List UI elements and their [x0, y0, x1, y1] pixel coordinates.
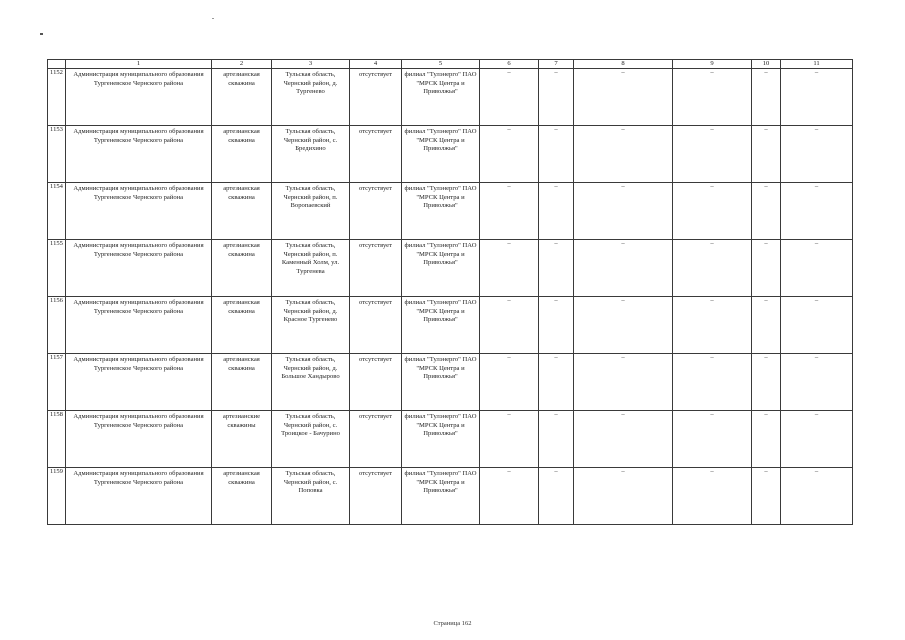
cell-owner — [66, 354, 212, 411]
cell-c10: – — [752, 126, 781, 183]
cell-address-text: Тульская область, Чернский район, д. Тургенево — [283, 71, 338, 96]
cell-org-text: филиал "Тулэнерго" ПАО "МРСК Центра и Приволжья" — [404, 470, 477, 495]
cell-type-text: артезианская скважина — [223, 299, 260, 315]
cell-type — [212, 240, 272, 297]
cell-owner-text: Администрация муниципального образования Тургеневское Чернского района — [73, 470, 204, 486]
cell-c11: – — [781, 240, 853, 297]
row-number: 1158 — [48, 411, 66, 468]
cell-c8: – — [574, 240, 673, 297]
cell-status-text: отсутствует — [359, 413, 392, 420]
table-row — [48, 69, 853, 126]
cell-type — [212, 297, 272, 354]
cell-address-text: Тульская область, Чернский район, п. Каменный Холм, ул. Тургенева — [281, 242, 340, 275]
row-number: 1157 — [48, 354, 66, 411]
cell-type — [212, 468, 272, 525]
scan-speck — [40, 33, 43, 35]
header-cell-9: 9 — [673, 60, 752, 69]
header-cell-1: 1 — [66, 60, 212, 69]
cell-status-text: отсутствует — [359, 71, 392, 78]
cell-c6: – — [480, 69, 539, 126]
cell-c9: – — [673, 411, 752, 468]
cell-c11: – — [781, 411, 853, 468]
cell-org-text: филиал "Тулэнерго" ПАО "МРСК Центра и Приволжья" — [404, 413, 477, 438]
cell-address — [272, 354, 350, 411]
cell-address — [272, 69, 350, 126]
cell-c9: – — [673, 69, 752, 126]
cell-address — [272, 126, 350, 183]
cell-org-text: филиал "Тулэнерго" ПАО "МРСК Центра и Приволжья" — [404, 299, 477, 324]
cell-status-text: отсутствует — [359, 242, 392, 249]
cell-owner-text: Администрация муниципального образования Тургеневское Чернского района — [73, 413, 204, 429]
cell-status — [350, 240, 402, 297]
cell-c8: – — [574, 297, 673, 354]
table-row — [48, 354, 853, 411]
cell-c7: – — [539, 126, 574, 183]
cell-address — [272, 297, 350, 354]
scan-speck — [212, 18, 214, 19]
header-cell-row-number — [48, 60, 66, 69]
cell-owner — [66, 240, 212, 297]
cell-c10: – — [752, 240, 781, 297]
cell-c11: – — [781, 126, 853, 183]
table-row — [48, 126, 853, 183]
cell-org — [402, 183, 480, 240]
row-number: 1152 — [48, 69, 66, 126]
cell-type — [212, 183, 272, 240]
row-number: 1155 — [48, 240, 66, 297]
row-number: 1154 — [48, 183, 66, 240]
cell-address-text: Тульская область, Чернский район, с. Поповка — [283, 470, 338, 495]
cell-c10: – — [752, 411, 781, 468]
cell-c6: – — [480, 183, 539, 240]
cell-address-text: Тульская область, Чернский район, д. Красное Тургенево — [283, 299, 338, 324]
cell-c8: – — [574, 411, 673, 468]
cell-c9: – — [673, 354, 752, 411]
cell-c6: – — [480, 297, 539, 354]
cell-c7: – — [539, 183, 574, 240]
cell-c10: – — [752, 69, 781, 126]
cell-c6: – — [480, 240, 539, 297]
table-row — [48, 411, 853, 468]
cell-c11: – — [781, 69, 853, 126]
cell-c11: – — [781, 297, 853, 354]
cell-owner — [66, 126, 212, 183]
header-cell-7: 7 — [539, 60, 574, 69]
cell-status — [350, 183, 402, 240]
header-cell-5: 5 — [402, 60, 480, 69]
cell-owner — [66, 69, 212, 126]
cell-address-text: Тульская область, Чернский район, д. Большое Хандырово — [281, 356, 340, 381]
cell-org — [402, 354, 480, 411]
cell-org-text: филиал "Тулэнерго" ПАО "МРСК Центра и Приволжья" — [404, 356, 477, 381]
table-body — [48, 69, 853, 525]
column-number-row — [48, 60, 853, 69]
cell-c9: – — [673, 183, 752, 240]
cell-c8: – — [574, 468, 673, 525]
cell-status — [350, 297, 402, 354]
header-cell-2: 2 — [212, 60, 272, 69]
cell-status — [350, 126, 402, 183]
page-number: Страница 162 — [433, 620, 472, 627]
cell-c6: – — [480, 411, 539, 468]
cell-owner — [66, 468, 212, 525]
cell-status — [350, 468, 402, 525]
cell-type-text: артезианская скважина — [223, 470, 260, 486]
table-row — [48, 183, 853, 240]
cell-c10: – — [752, 297, 781, 354]
header-cell-10: 10 — [752, 60, 781, 69]
cell-c9: – — [673, 240, 752, 297]
cell-c7: – — [539, 297, 574, 354]
cell-type-text: артезианская скважина — [223, 71, 260, 87]
cell-org — [402, 297, 480, 354]
cell-org — [402, 240, 480, 297]
registry-table — [47, 59, 853, 525]
cell-c11: – — [781, 183, 853, 240]
cell-owner — [66, 411, 212, 468]
cell-address-text: Тульская область, Чернский район, с. Троицкое - Бачурино — [281, 413, 340, 438]
cell-status — [350, 411, 402, 468]
cell-c9: – — [673, 468, 752, 525]
cell-type — [212, 69, 272, 126]
cell-c8: – — [574, 69, 673, 126]
cell-address-text: Тульская область, Чернский район, п. Воропаевский — [283, 185, 338, 210]
cell-status-text: отсутствует — [359, 470, 392, 477]
cell-status-text: отсутствует — [359, 356, 392, 363]
header-cell-8: 8 — [574, 60, 673, 69]
cell-c10: – — [752, 183, 781, 240]
cell-address-text: Тульская область, Чернский район, с. Бредихино — [283, 128, 338, 153]
row-number: 1153 — [48, 126, 66, 183]
cell-type — [212, 354, 272, 411]
cell-c6: – — [480, 126, 539, 183]
cell-c10: – — [752, 468, 781, 525]
cell-c8: – — [574, 183, 673, 240]
cell-type-text: артезианские скважины — [222, 413, 261, 429]
cell-type-text: артезианская скважина — [223, 128, 260, 144]
cell-owner-text: Администрация муниципального образования Тургеневское Чернского района — [73, 356, 204, 372]
cell-status — [350, 354, 402, 411]
table-row — [48, 297, 853, 354]
cell-org-text: филиал "Тулэнерго" ПАО "МРСК Центра и Приволжья" — [404, 128, 477, 153]
cell-org-text: филиал "Тулэнерго" ПАО "МРСК Центра и Приволжья" — [404, 242, 477, 267]
cell-c7: – — [539, 240, 574, 297]
cell-c9: – — [673, 126, 752, 183]
cell-owner-text: Администрация муниципального образования Тургеневское Чернского района — [73, 71, 204, 87]
cell-c6: – — [480, 468, 539, 525]
cell-c9: – — [673, 297, 752, 354]
cell-status-text: отсутствует — [359, 299, 392, 306]
cell-owner-text: Администрация муниципального образования Тургеневское Чернского района — [73, 242, 204, 258]
header-cell-11: 11 — [781, 60, 853, 69]
cell-address — [272, 468, 350, 525]
cell-org — [402, 69, 480, 126]
table-row — [48, 240, 853, 297]
cell-org-text: филиал "Тулэнерго" ПАО "МРСК Центра и Приволжья" — [404, 185, 477, 210]
cell-c7: – — [539, 354, 574, 411]
cell-type-text: артезианская скважина — [223, 242, 260, 258]
cell-type — [212, 411, 272, 468]
cell-address — [272, 240, 350, 297]
cell-owner-text: Администрация муниципального образования Тургеневское Чернского района — [73, 185, 204, 201]
header-cell-3: 3 — [272, 60, 350, 69]
cell-c8: – — [574, 126, 673, 183]
cell-org-text: филиал "Тулэнерго" ПАО "МРСК Центра и Приволжья" — [404, 71, 477, 96]
cell-status-text: отсутствует — [359, 185, 392, 192]
cell-owner-text: Администрация муниципального образования Тургеневское Чернского района — [73, 299, 204, 315]
row-number: 1159 — [48, 468, 66, 525]
cell-c7: – — [539, 468, 574, 525]
table-row — [48, 468, 853, 525]
cell-c7: – — [539, 411, 574, 468]
cell-c11: – — [781, 354, 853, 411]
cell-status — [350, 69, 402, 126]
cell-status-text: отсутствует — [359, 128, 392, 135]
cell-c10: – — [752, 354, 781, 411]
cell-c11: – — [781, 468, 853, 525]
header-cell-4: 4 — [350, 60, 402, 69]
cell-owner — [66, 297, 212, 354]
cell-type-text: артезианская скважина — [223, 356, 260, 372]
cell-type — [212, 126, 272, 183]
cell-org — [402, 468, 480, 525]
cell-c8: – — [574, 354, 673, 411]
cell-type-text: артезианская скважина — [223, 185, 260, 201]
cell-owner — [66, 183, 212, 240]
cell-owner-text: Администрация муниципального образования Тургеневское Чернского района — [73, 128, 204, 144]
cell-org — [402, 411, 480, 468]
cell-c6: – — [480, 354, 539, 411]
row-number: 1156 — [48, 297, 66, 354]
cell-address — [272, 183, 350, 240]
cell-c7: – — [539, 69, 574, 126]
cell-address — [272, 411, 350, 468]
cell-org — [402, 126, 480, 183]
header-cell-6: 6 — [480, 60, 539, 69]
